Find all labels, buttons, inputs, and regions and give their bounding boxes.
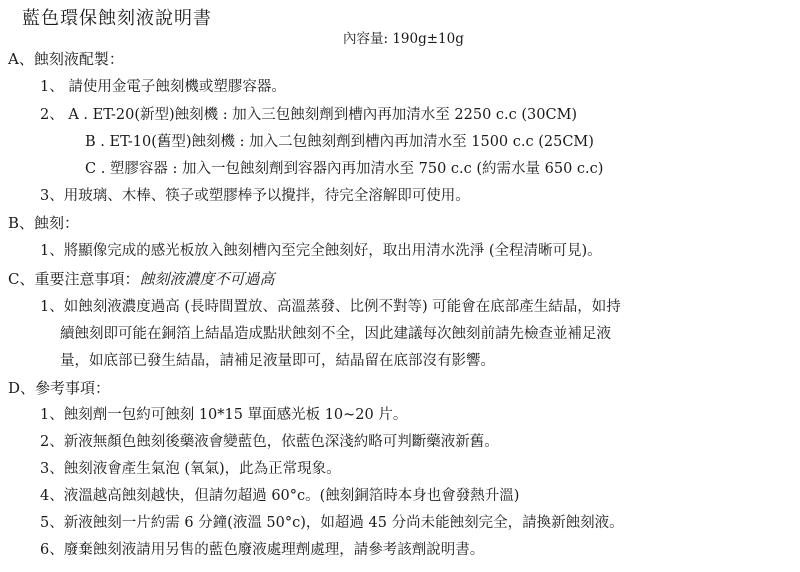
document-title: 藍色環保蝕刻液說明書	[22, 8, 212, 29]
section-d-item-6: 6、廢棄蝕刻液請用另售的藍色廢液處理劑處理，請參考該劑說明書。	[40, 542, 485, 558]
section-d-item-5: 5、新液蝕刻一片約需 6 分鐘(液溫 50°c)，如超過 45 分尚未能蝕刻完全，請換新蝕刻液。	[40, 515, 624, 531]
section-d-item-1: 1、蝕刻劑一包約可蝕刻 10*15 單面感光板 10~20 片。	[40, 407, 408, 423]
section-d-item-2: 2、新液無顏色蝕刻後藥液會變藍色，依藍色深淺約略可判斷藥液新舊。	[40, 434, 499, 450]
section-b-heading: B、蝕刻：	[8, 214, 80, 232]
section-d-item-3: 3、蝕刻液會產生氣泡 (氧氣)，此為正常現象。	[40, 461, 341, 477]
section-a-heading: A、蝕刻液配製：	[8, 50, 124, 68]
section-c-heading-line	[8, 272, 275, 287]
section-a-item-2c: C . 塑膠容器 : 加入一包蝕刻劑到容器內再加清水至 750 c.c (約需水量 650 c.c)	[85, 161, 604, 177]
section-c-heading: C、重要注意事項：	[8, 270, 140, 288]
section-d-heading: D、參考事項：	[8, 379, 111, 397]
section-c-item-1-line-2: 續蝕刻即可能在銅箔上結晶造成點狀蝕刻不全，因此建議每次蝕刻前請先檢查並補足液	[60, 326, 611, 342]
section-a-item-2b: B . ET-10(舊型)蝕刻機 : 加入二包蝕刻劑到槽內再加清水至 1500 c.c (25CM)	[85, 134, 594, 150]
section-b-item-1: 1、將顯像完成的感光板放入蝕刻槽內至完全蝕刻好，取出用清水洗淨 (全程清晰可見)。	[40, 243, 602, 259]
section-d-item-4: 4、液溫越高蝕刻越快，但請勿超過 60°c。(蝕刻銅箔時本身也會發熱升溫)	[40, 488, 520, 504]
section-c-emphasis: 蝕刻液濃度不可過高	[139, 270, 275, 288]
section-a-item-2a: 2、 A . ET-20(新型)蝕刻機 : 加入三包蝕刻劑到槽內再加清水至 2250 c.c (30CM)	[40, 107, 578, 123]
section-a-item-3: 3、用玻璃、木棒、筷子或塑膠棒予以攪拌，待完全溶解即可使用。	[40, 188, 470, 204]
content-weight: 內容量: 190g±10g	[343, 31, 464, 47]
section-c-item-1-line-3: 量，如底部已發生結晶，請補足液量即可，結晶留在底部沒有影響。	[60, 353, 495, 369]
section-c-item-1-line-1: 1、如蝕刻液濃度過高 (長時間置放、高溫蒸發、比例不對等) 可能會在底部產生結晶，如持	[40, 299, 621, 315]
section-a-item-1: 1、 請使用金電子蝕刻機或塑膠容器。	[40, 79, 286, 95]
